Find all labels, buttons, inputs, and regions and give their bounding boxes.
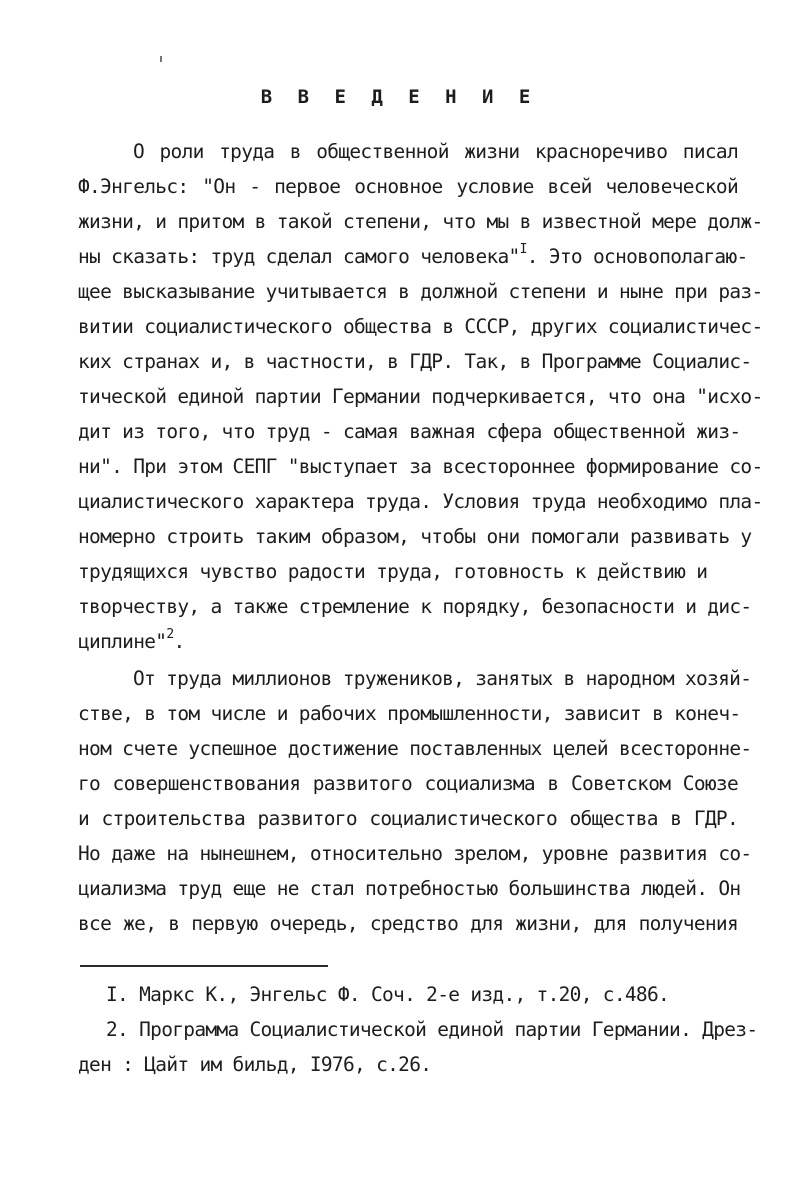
text-line: От труда миллионов тружеников, занятых в народном хозяй- [133,667,752,690]
page-title: В В Е Д Е Н И Е [260,86,538,108]
text-line: тической единой партии Германии подчеркивается, что она "исхо- [78,385,763,408]
text-line: творчеству, а также стремление к порядку, безопасности и дис- [78,595,752,618]
footnote-1: I. Маркс К., Энгельс Ф. Соч. 2-е изд., т.20, с.486. [106,983,670,1006]
text-line [78,626,738,654]
footnote-ref: 2 [166,626,174,642]
text-line: щее высказывание учитывается в должной степени и ныне при раз- [78,280,763,303]
text-line: трудящихся чувство радости труда, готовность к действию и [78,560,708,583]
text-line: ном счете успешное достижение поставленных целей всесторонне- [78,737,752,760]
text-line: циализма труд еще не стал потребностью большинства людей. Он [78,877,741,900]
text-line: Но даже на нынешнем, относительно зрелом, уровне развития со- [78,842,752,865]
text-line: номерно строить таким образом, чтобы они помогали развивать у [78,525,752,548]
text-line: дит из того, что труд - самая важная сфера общественной жиз- [78,420,741,443]
text-segment: . Это основополагаю- [526,245,748,268]
text-line: и строительства развитого социалистического общества в ГДР. [78,807,738,830]
text-line: витии социалистического общества в СССР, других социалистичес- [78,315,763,338]
text-line: го совершенствования развитого социализма в Советском Союзе [78,772,738,795]
text-line: стве, в том числе и рабочих промышленности, зависит в конеч- [78,702,741,725]
text-line: все же, в первую очередь, средство для жизни, для получения [78,912,738,935]
footnote-ref: I [519,241,527,257]
text-line: ни". При этом СЕПГ "выступает за всестороннее формирование со- [78,455,763,478]
text-line: О роли труда в общественной жизни красноречиво писал [133,140,738,163]
text-segment: . [173,630,185,653]
footnote-divider [80,965,328,967]
text-line: Ф.Энгельс: "Он - первое основное условие всей человеческой [78,175,738,198]
footnote-2: 2. Программа Социалистической единой партии Германии. Дрез- [106,1018,758,1041]
text-line: циалистического характера труда. Условия труда необходимо пла- [78,490,763,513]
text-line: ких странах и, в частности, в ГДР. Так, в Программе Социалис- [78,350,752,373]
text-line: жизни, и притом в такой степени, что мы в известной мере долж- [78,210,763,233]
text-segment: циплине" [78,630,167,653]
text-line [78,241,748,269]
footnote-2-continued: ден : Цайт им бильд, I976, с.26. [78,1053,432,1076]
scan-speck [160,56,162,62]
text-segment: ны сказать: труд сделал самого человека" [78,245,520,268]
